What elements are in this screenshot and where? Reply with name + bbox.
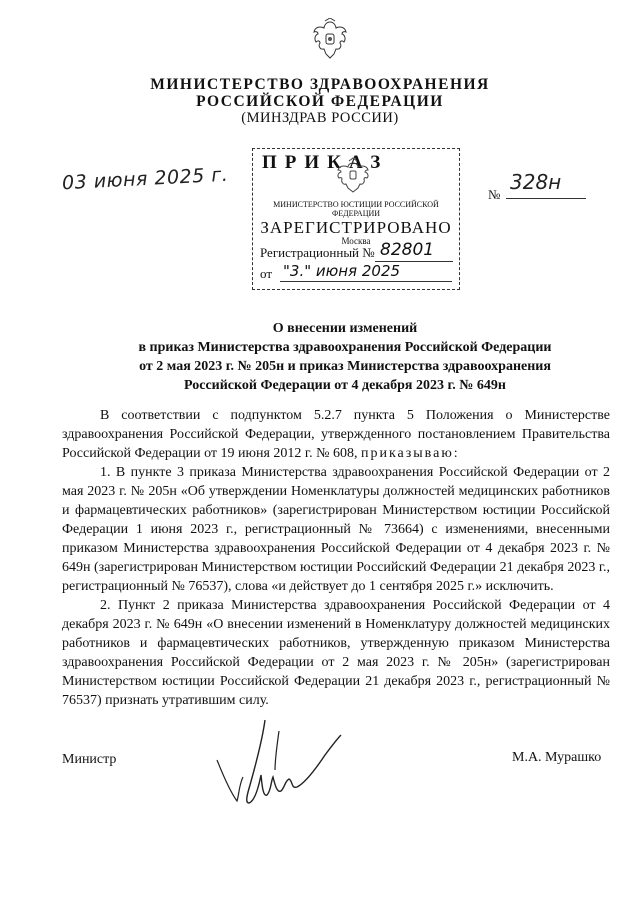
ministry-short-name: (МИНЗДРАВ РОССИИ): [241, 110, 399, 126]
order-body: [62, 406, 610, 710]
ministry-title-line2: РОССИЙСКОЙ ФЕДЕРАЦИИ: [196, 93, 444, 110]
stamp-from-underline: [280, 281, 452, 282]
preamble-text: В соответствии с подпунктом 5.2.7 пункта 5 Положения о Министерстве здравоохранения Российской Федерации, утвержденного постановлением Правительства Российской Федерации от 19 июня 2012 г. № 608,: [62, 408, 610, 461]
subject-line1: О внесении изменений: [272, 321, 418, 336]
stamp-from-date: "3." июня 2025: [283, 262, 401, 280]
subject-line2: в приказ Министерства здравоохранения Российской Федерации: [138, 340, 552, 355]
stamp-city: Москва: [341, 236, 371, 246]
signatory-title: Министр: [62, 752, 117, 767]
order-number-underline: [506, 198, 586, 199]
order-number: 328н: [510, 170, 562, 194]
order-date: 03 июня 2025 г.: [61, 163, 229, 195]
stamp-title: ПРИКАЗ: [262, 152, 389, 173]
stamp-reg-number: 82801: [380, 240, 435, 260]
subject-line3: от 2 мая 2023 г. № 205н и приказ Министерства здравоохранения: [139, 359, 551, 374]
ministry-title-line1: МИНИСТЕРСТВО ЗДРАВООХРАНЕНИЯ: [150, 76, 490, 93]
stamp-reg-number-label: Регистрационный №: [260, 245, 375, 260]
stamp-ministry-name: МИНИСТЕРСТВО ЮСТИЦИИ РОССИЙСКОЙ ФЕДЕРАЦИИ: [273, 200, 439, 218]
order-command: приказываю:: [360, 446, 460, 461]
signatory-name: М.А. Мурашко: [512, 750, 602, 765]
coat-of-arms-icon: [312, 18, 348, 62]
double-headed-eagle-icon: [330, 157, 376, 195]
clause-2-paragraph: 2. Пункт 2 приказа Министерства здравоохранения Российской Федерации от 4 декабря 2023 г. № 649н «О внесении изменений в Номенклатуру должностей медицинских работников и фармацевтических работников, утвержденную приказом Министерства здравоохранения Российской Федерации от 2 мая 2023 г. № 205н» (зарегистрирован Министерством юстиции Российской Федерации 21 декабря 2023 г., регистрационный № 76537) признать утратившим силу.: [62, 598, 610, 708]
preamble-paragraph: [62, 406, 610, 463]
stamp-from-label: от: [260, 266, 273, 281]
handwritten-signature: [205, 715, 355, 815]
clause-1-paragraph: 1. В пункте 3 приказа Министерства здравоохранения Российской Федерации от 2 мая 2023 г. № 205н «Об утверждении Номенклатуры должностей медицинских работников и фармацевтических работников» (зарегистрирован Министерством юстиции Российской Федерации 1 июня 2023 г., регистрационный № 73664) с изменениями, внесенными приказом Министерства здравоохранения Российской Федерации от 4 декабря 2023 г. № 649н (зарегистрирован Министерством юстиции Российский Федерации 21 декабря 2023 г., регистрационный № 76537), слова «и действует до 1 сентября 2025 г.» исключить.: [62, 465, 610, 594]
order-number-label: №: [488, 187, 501, 202]
stamp-registered-label: ЗАРЕГИСТРИРОВАНО: [260, 218, 452, 237]
subject-line4: Российской Федерации от 4 декабря 2023 г. № 649н: [184, 378, 506, 393]
